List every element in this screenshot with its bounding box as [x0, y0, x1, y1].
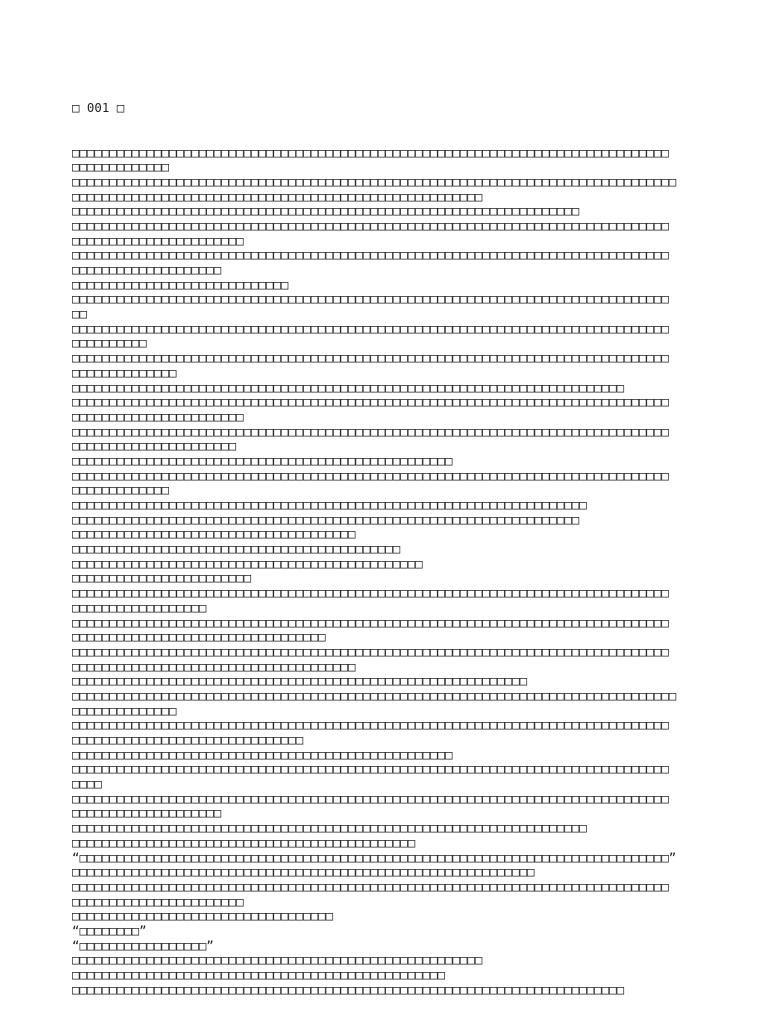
text-line: □□□□	[72, 777, 102, 792]
text-line: □□□□□□□□□□□□□□□□□□□□□□□□□□□□□□□□□□□□□□□□□□□□□□□□□□□□□□□	[72, 953, 483, 968]
text-line: □□	[72, 307, 87, 322]
text-line: □□□□□□□□□□□□□□□□□□□□□□□□□□□□□□□□□□□□□□□□□□□□□□□□□□□□□□□□□□□□□□□□□□□□□□□□□□□□□□□□	[72, 879, 669, 894]
text-line: □□□□□□□□□□□□□□□□□□□□□□□□□□□□□□□□□□□□□□□□□□□□□□□□□□□□□□□□□□□□□□□□□□□□□□□□□□□□□□□□	[72, 468, 669, 483]
text-line: □□□□□□□□□□□□□□□□□□□□□□□□□□□□□□□□□□□□□□□□□□□□□□	[72, 835, 416, 850]
text-line: □□□□□□□□□□□□□□□□□□□□□□□□□□□□□□□□□□□□□□□□□□□□□□□□□□□□□□□□□□□□□□□□□□□□□□□□□□□□□□□□	[72, 718, 669, 733]
text-line: □□□□□□□□□□□□□□□□□□□□□□□□□□□□□□□□□□□□□□□□□□□□□□□□□□□□□□□□□□□□□□□□□□□□□□□□□□	[72, 380, 625, 395]
text-line: □□□□□□□□□□□□□□□□□□□□□□□□□□□□□□□	[72, 733, 304, 747]
text-line: □□□□□□□□□□□□□□□□□□□□□□□□□□□□□□□□□□□□□□□□□□□□□□□	[72, 556, 423, 571]
text-line: □□□□□□□□□□□□□□□□□□□□□□□□□□□□□□□□□□□□□□□□□□□□□□□□□□□□□□□□□□□□□	[72, 674, 528, 689]
text-line: □□□□□□□□□□□□□□□□□□□□□□□□□□□□□□□□□□□□□□□□□□□□□□□□□□□□□□□□□□□□□□□□□□□□□□□□□□□□□□□□	[72, 791, 669, 806]
text-line: □□□□□□□□□□□□□□	[72, 703, 177, 718]
text-line: □□□□□□□□□□□□□□□□□□□□□□□□□□□□□□□□□□□□□□	[72, 659, 356, 674]
text-line: □□□□□□□□□□□□□□□□□□	[72, 600, 207, 615]
text-line: □□□□□□□□□□□□□□□□□□□□□□□□□□□□□□□□□□□□□□□□□□□□	[72, 542, 401, 557]
text-line: □□□□□□□□□□□□□□□□□□□□□□□□□□□□□□□□□□□□□□	[72, 527, 356, 542]
text-line: □□□□□□□□□□□□□□□□□□□□□□□□□□□□□	[72, 277, 289, 292]
text-line: □□□□□□□□□□□□□□□□□□□□□□□□□□□□□□□□□□□□□□□□□□□□□□□□□□□□□□□□□□□□□□□□□□□□□□□□□□□□□□□□	[72, 395, 669, 410]
text-line: □□□□□□□□□□□□□□□□□□□□□□□□□□□□□□□□□□□□□□□□□□□□□□□□□□□□□□□□□□□□□□□□□□□□□□□□□□□□□□□□	[72, 321, 669, 336]
text-line: □□□□□□□□□□□□□□□□□□□□□□□	[72, 233, 244, 248]
text-line: □□□□□□□□□□□□□□□□□□□□□□□□□□□□□□□□□□□□□□□□□□□□□□□□□□□□□□□□□□□□□□□□□□□□□□□□□□□□□□□□	[72, 644, 669, 659]
text-line: □□□□□□□□□□□□□□□□□□□□□□□□□□□□□□□□□□□□□□□□□□□□□□□□□□□□□□□□□□□□□□□□□□□□□□□□□□□□□□□□	[72, 292, 669, 307]
text-line: □□□□□□□□□□□□□□□□□□□□□□□□□□□□□□□□□□□□□□□□□□□□□□□□□□□□□□□□□□□□□□□□□□□□	[72, 512, 580, 527]
text-line: “□□□□□□□□□□□□□□□□□□□□□□□□□□□□□□□□□□□□□□□□□□□□□□□□□□□□□□□□□□□□□□□□□□□□□□□□□□□□□□□”	[72, 850, 677, 865]
text-lines	[72, 146, 732, 998]
text-line: □□□□□□□□□□□□□□□□□□□□□□□□□□□□□□□□□□□□□□□□□□□□□□□□□□□	[72, 747, 453, 762]
text-line: □□□□□□□□□□□□□□□□□□□□□□□□□□□□□□□□□□□□□□□□□□□□□□□□□□□□□□□□□□□□□□□□□□□□□□□□□□□□□□□□	[72, 248, 669, 263]
text-line: □□□□□□□□□□	[72, 336, 147, 351]
text-line: “□□□□□□□□□□□□□□□□□”	[72, 938, 214, 953]
text-line: □□□□□□□□□□□□□□□□□□□□□□□□□□□□□□□□□□□□□□□□□□□□□□□□□□□□□□□□□□□□□□□□□□□□□□□□□□□□□□□□	[72, 218, 669, 233]
text-line: □□□□□□□□□□□□□□□□□□□□□□□□□□□□□□□□□□□□□□□□□□□□□□□□□□□□□□□□□□□□□□	[72, 865, 535, 880]
text-line: □□□□□□□□□□□□□□□□□□□□	[72, 806, 222, 821]
text-line: □□□□□□□□□□□□□□□□□□□□□□□□□□□□□□□□□□□□□□□□□□□□□□□□□□□□□□□□□□□□□□□□□□□□□□□□□□	[72, 982, 625, 997]
text-line: □□□□□□□□□□□□□□□□□□□□□□□□□□□□□□□□□□□□□□□□□□□□□□□□□□□□□□□	[72, 189, 483, 204]
text-line: □□□□□□□□□□□□□□	[72, 365, 177, 380]
document-body	[72, 72, 732, 1012]
text-line: □□□□□□□□□□□□□□□□□□□□□□□□□□□□□□□□□□□□□□□□□□□□□□□□□□□□□□□□□□□□□□□□□□□□□□□□□□□□□□□□	[72, 424, 669, 439]
text-line: □□□□□□□□□□□□□□□□□□□□□□□□□□□□□□□□□□□□□□□□□□□□□□□□□□	[72, 968, 445, 982]
text-line: □□□□□□□□□□□□□□□□□□□□□□□□□□□□□□□□□□□□□□□□□□□□□□□□□□□□□□□□□□□□□□□□□□□□□□□□□□□□□□□□	[72, 762, 669, 777]
text-line: “□□□□□□□□”	[72, 923, 147, 938]
page-heading: □ 001 □	[72, 100, 125, 116]
text-line: □□□□□□□□□□□□□□□□□□□□□□□□□□□□□□□□□□□□□□□□□□□□□□□□□□□□□□□□□□□□□□□□□□□□□□□□□□□□□□□□	[72, 586, 669, 601]
text-line: □□□□□□□□□□□□□□□□□□□□□□□□□□□□□□□□□□□	[72, 909, 334, 924]
text-line: □□□□□□□□□□□□□□□□□□□□□□□□□□□□□□□□□□□□□□□□□□□□□□□□□□□□□□□□□□□□□□□□□□□□□□□□□□□□□□□□	[72, 351, 669, 366]
text-line: □□□□□□□□□□□□□□□□□□□□□□□□□□□□□□□□□□	[72, 630, 326, 645]
text-line: □□□□□□□□□□□□□□□□□□□□□□□□□□□□□□□□□□□□□□□□□□□□□□□□□□□□□□□□□□□□□□□□□□□□□□□□□□□□□□□□	[72, 145, 669, 160]
text-line: □□□□□□□□□□□□□	[72, 160, 169, 175]
text-line: □□□□□□□□□□□□□□□□□□□□□□□□□□□□□□□□□□□□□□□□□□□□□□□□□□□□□□□□□□□□□□□□□□□□	[72, 204, 580, 219]
text-line: □□□□□□□□□□□□□	[72, 483, 169, 498]
text-line: □□□□□□□□□□□□□□□□□□□□	[72, 263, 222, 277]
text-line: □□□□□□□□□□□□□□□□□□□□□□	[72, 439, 237, 454]
text-line: □□□□□□□□□□□□□□□□□□□□□□□□□□□□□□□□□□□□□□□□□□□□□□□□□□□□□□□□□□□□□□□□□□□□□	[72, 498, 587, 512]
text-line: □□□□□□□□□□□□□□□□□□□□□□□□□□□□□□□□□□□□□□□□□□□□□□□□□□□□□□□□□□□□□□□□□□□□□	[72, 821, 587, 836]
text-line: □□□□□□□□□□□□□□□□□□□□□□□□□□□□□□□□□□□□□□□□□□□□□□□□□□□□□□□□□□□□□□□□□□□□□□□□□□□□□□□□□	[72, 174, 677, 189]
text-line: □□□□□□□□□□□□□□□□□□□□□□□□□□□□□□□□□□□□□□□□□□□□□□□□□□□□□□□□□□□□□□□□□□□□□□□□□□□□□□□□	[72, 615, 669, 630]
text-line: □□□□□□□□□□□□□□□□□□□□□□□	[72, 409, 244, 424]
text-line: □□□□□□□□□□□□□□□□□□□□□□□□□□□□□□□□□□□□□□□□□□□□□□□□□□□□□□□□□□□□□□□□□□□□□□□□□□□□□□□□□	[72, 688, 677, 703]
text-line: □□□□□□□□□□□□□□□□□□□□□□□	[72, 894, 244, 909]
text-line: □□□□□□□□□□□□□□□□□□□□□□□□□□□□□□□□□□□□□□□□□□□□□□□□□□□	[72, 453, 453, 468]
text-line: □□□□□□□□□□□□□□□□□□□□□□□□	[72, 571, 252, 586]
